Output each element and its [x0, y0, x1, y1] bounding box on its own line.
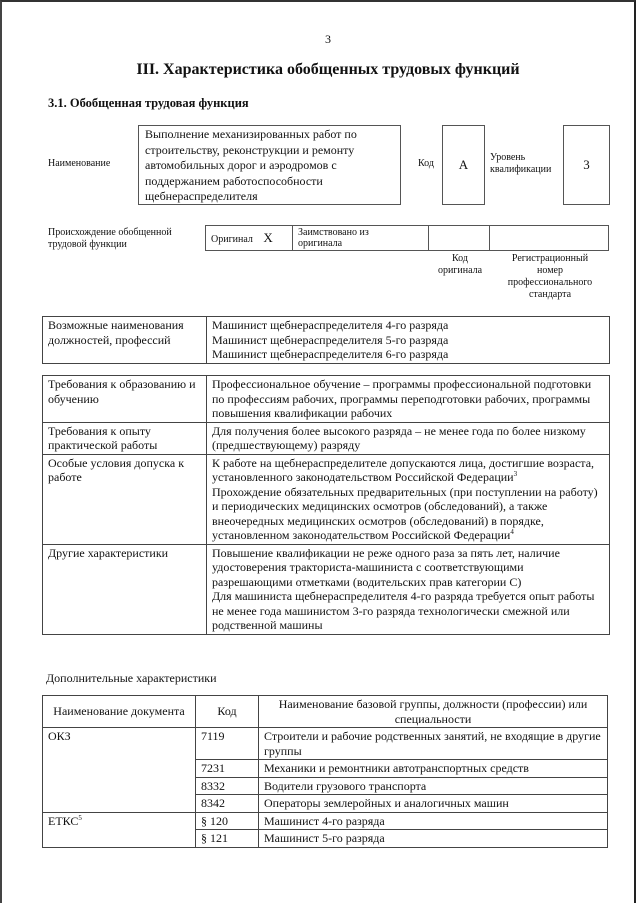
caption-reg-line1: Регистрационный	[511, 253, 589, 264]
table-row	[43, 760, 608, 778]
footnote-ref: 5	[78, 813, 82, 822]
table-row	[43, 728, 608, 760]
caption-registration-number	[492, 253, 608, 301]
requirement-line: Повышение квалификации не реже одного раза за пять лет, наличие удостоверения тракториста-машиниста с соответствующими разрешающими отметками (водительских прав категории С)	[212, 545, 560, 589]
doc-name	[43, 812, 196, 830]
original-label: Оригинал	[211, 233, 253, 245]
caption-code-line1: Код	[452, 253, 468, 264]
requirement-value: Для получения более высокого разряда – не менее года по более низкому (предшествующему) разряду	[207, 422, 610, 454]
code-cell: § 121	[196, 830, 259, 848]
requirement-row-admission	[43, 454, 610, 544]
original-mark: X	[263, 229, 273, 245]
code-value-box: A	[442, 125, 485, 205]
positions-label: Возможные наименования должностей, профессий	[43, 317, 207, 364]
requirements-table	[42, 375, 610, 635]
extra-characteristics-table	[42, 695, 608, 848]
original-code-cell	[429, 226, 490, 251]
extra-characteristics-title: Дополнительные характеристики	[46, 671, 217, 685]
name-cell: Строители и рабочие родственных занятий, не входящие в другие группы	[259, 728, 608, 760]
header-doc: Наименование документа	[43, 696, 196, 728]
requirement-line: Для машиниста щебнераспределителя 4-го разряда требуется опыт работы не менее года машинистом 3-го разряда технологически смежной или родственной машины	[212, 589, 595, 632]
qualification-level-label	[490, 152, 551, 176]
positions-table	[42, 316, 610, 364]
caption-reg-line3: профессионального	[507, 277, 593, 288]
requirement-line-text: Прохождение обязательных предварительных (при поступлении на работу) и периодических медицинских осмотров (обследований), а также внеочередных медицинских осмотров (обследований) в порядке, установленном законодательством Российской Федерации	[212, 484, 598, 542]
caption-reg-line2: номер	[537, 265, 563, 276]
caption-reg-line4: стандарта	[528, 289, 572, 300]
requirement-label: Требования к опыту практической работы	[43, 422, 207, 454]
positions-list	[207, 317, 610, 364]
requirement-value	[207, 454, 610, 544]
code-cell: § 120	[196, 812, 259, 830]
requirement-line	[212, 456, 604, 485]
requirement-row-education	[43, 376, 610, 423]
name-cell: Машинист 4-го разряда	[259, 812, 608, 830]
header-name: Наименование базовой группы, должности (профессии) или специальности	[259, 696, 608, 728]
requirement-row-other	[43, 544, 610, 634]
origin-label-line2: трудовой функции	[48, 239, 127, 250]
table-row	[43, 830, 608, 848]
requirement-label: Требования к образованию и обучению	[43, 376, 207, 423]
requirement-line	[212, 485, 604, 543]
header-code: Код	[196, 696, 259, 728]
table-row	[43, 777, 608, 795]
origin-label	[48, 227, 172, 251]
function-name-box: Выполнение механизированных работ по строительству, реконструкции и ремонту автомобильных дорог и аэродромов с поддержанием работоспособности щебнераспределителя	[138, 125, 401, 205]
doc-name-text: ЕТКС	[48, 813, 79, 828]
qualification-level-box: 3	[563, 125, 610, 205]
name-cell: Водители грузового транспорта	[259, 777, 608, 795]
code-cell: 8332	[196, 777, 259, 795]
table-row	[43, 812, 608, 830]
table-header-row	[43, 696, 608, 728]
borrowed-cell	[293, 226, 429, 251]
footnote-ref: 4	[510, 528, 514, 536]
code-cell: 8342	[196, 795, 259, 813]
level-label-line1: Уровень	[490, 152, 526, 163]
name-label: Наименование	[48, 158, 111, 169]
requirement-label: Особые условия допуска к работе	[43, 454, 207, 544]
caption-code-line2: оригинала	[437, 265, 483, 276]
code-label: Код	[418, 158, 434, 169]
doc-name: ОКЗ	[43, 728, 196, 760]
position-item: Машинист щебнераспределителя 4-го разряда	[212, 318, 449, 332]
requirement-value: Профессиональное обучение – программы профессиональной подготовки по профессиям рабочих, программы переподготовки рабочих, программы повышения квалификации рабочих	[207, 376, 610, 423]
requirement-line-text: К работе на щебнераспределителе допускаются лица, достигшие возраста, установленного законодательством Российской Федерации	[212, 455, 595, 484]
level-label-line2: квалификации	[490, 164, 552, 175]
section-title: III. Характеристика обобщенных трудовых функций	[136, 61, 520, 78]
position-item: Машинист щебнераспределителя 6-го разряда	[212, 347, 449, 361]
borrowed-label-line1: Заимствовано из	[298, 227, 369, 238]
table-row	[43, 795, 608, 813]
name-cell: Операторы землеройных и аналогичных машин	[259, 795, 608, 813]
position-item: Машинист щебнераспределителя 5-го разряда	[212, 332, 449, 347]
requirement-row-experience	[43, 422, 610, 454]
requirement-label: Другие характеристики	[43, 544, 207, 634]
original-cell	[206, 226, 293, 251]
footnote-ref: 3	[513, 470, 518, 478]
code-cell: 7119	[196, 728, 259, 760]
page-number: 3	[325, 32, 331, 46]
subsection-title: 3.1. Обобщенная трудовая функция	[48, 96, 249, 110]
requirement-value	[207, 544, 610, 634]
origin-label-line1: Происхождение обобщенной	[48, 227, 172, 238]
caption-original-code	[430, 253, 490, 277]
name-cell: Механики и ремонтники автотранспортных средств	[259, 760, 608, 778]
name-cell: Машинист 5-го разряда	[259, 830, 608, 848]
registration-number-cell	[490, 226, 609, 251]
origin-table	[205, 225, 609, 251]
borrowed-label-line2: оригинала	[298, 238, 343, 249]
code-cell: 7231	[196, 760, 259, 778]
